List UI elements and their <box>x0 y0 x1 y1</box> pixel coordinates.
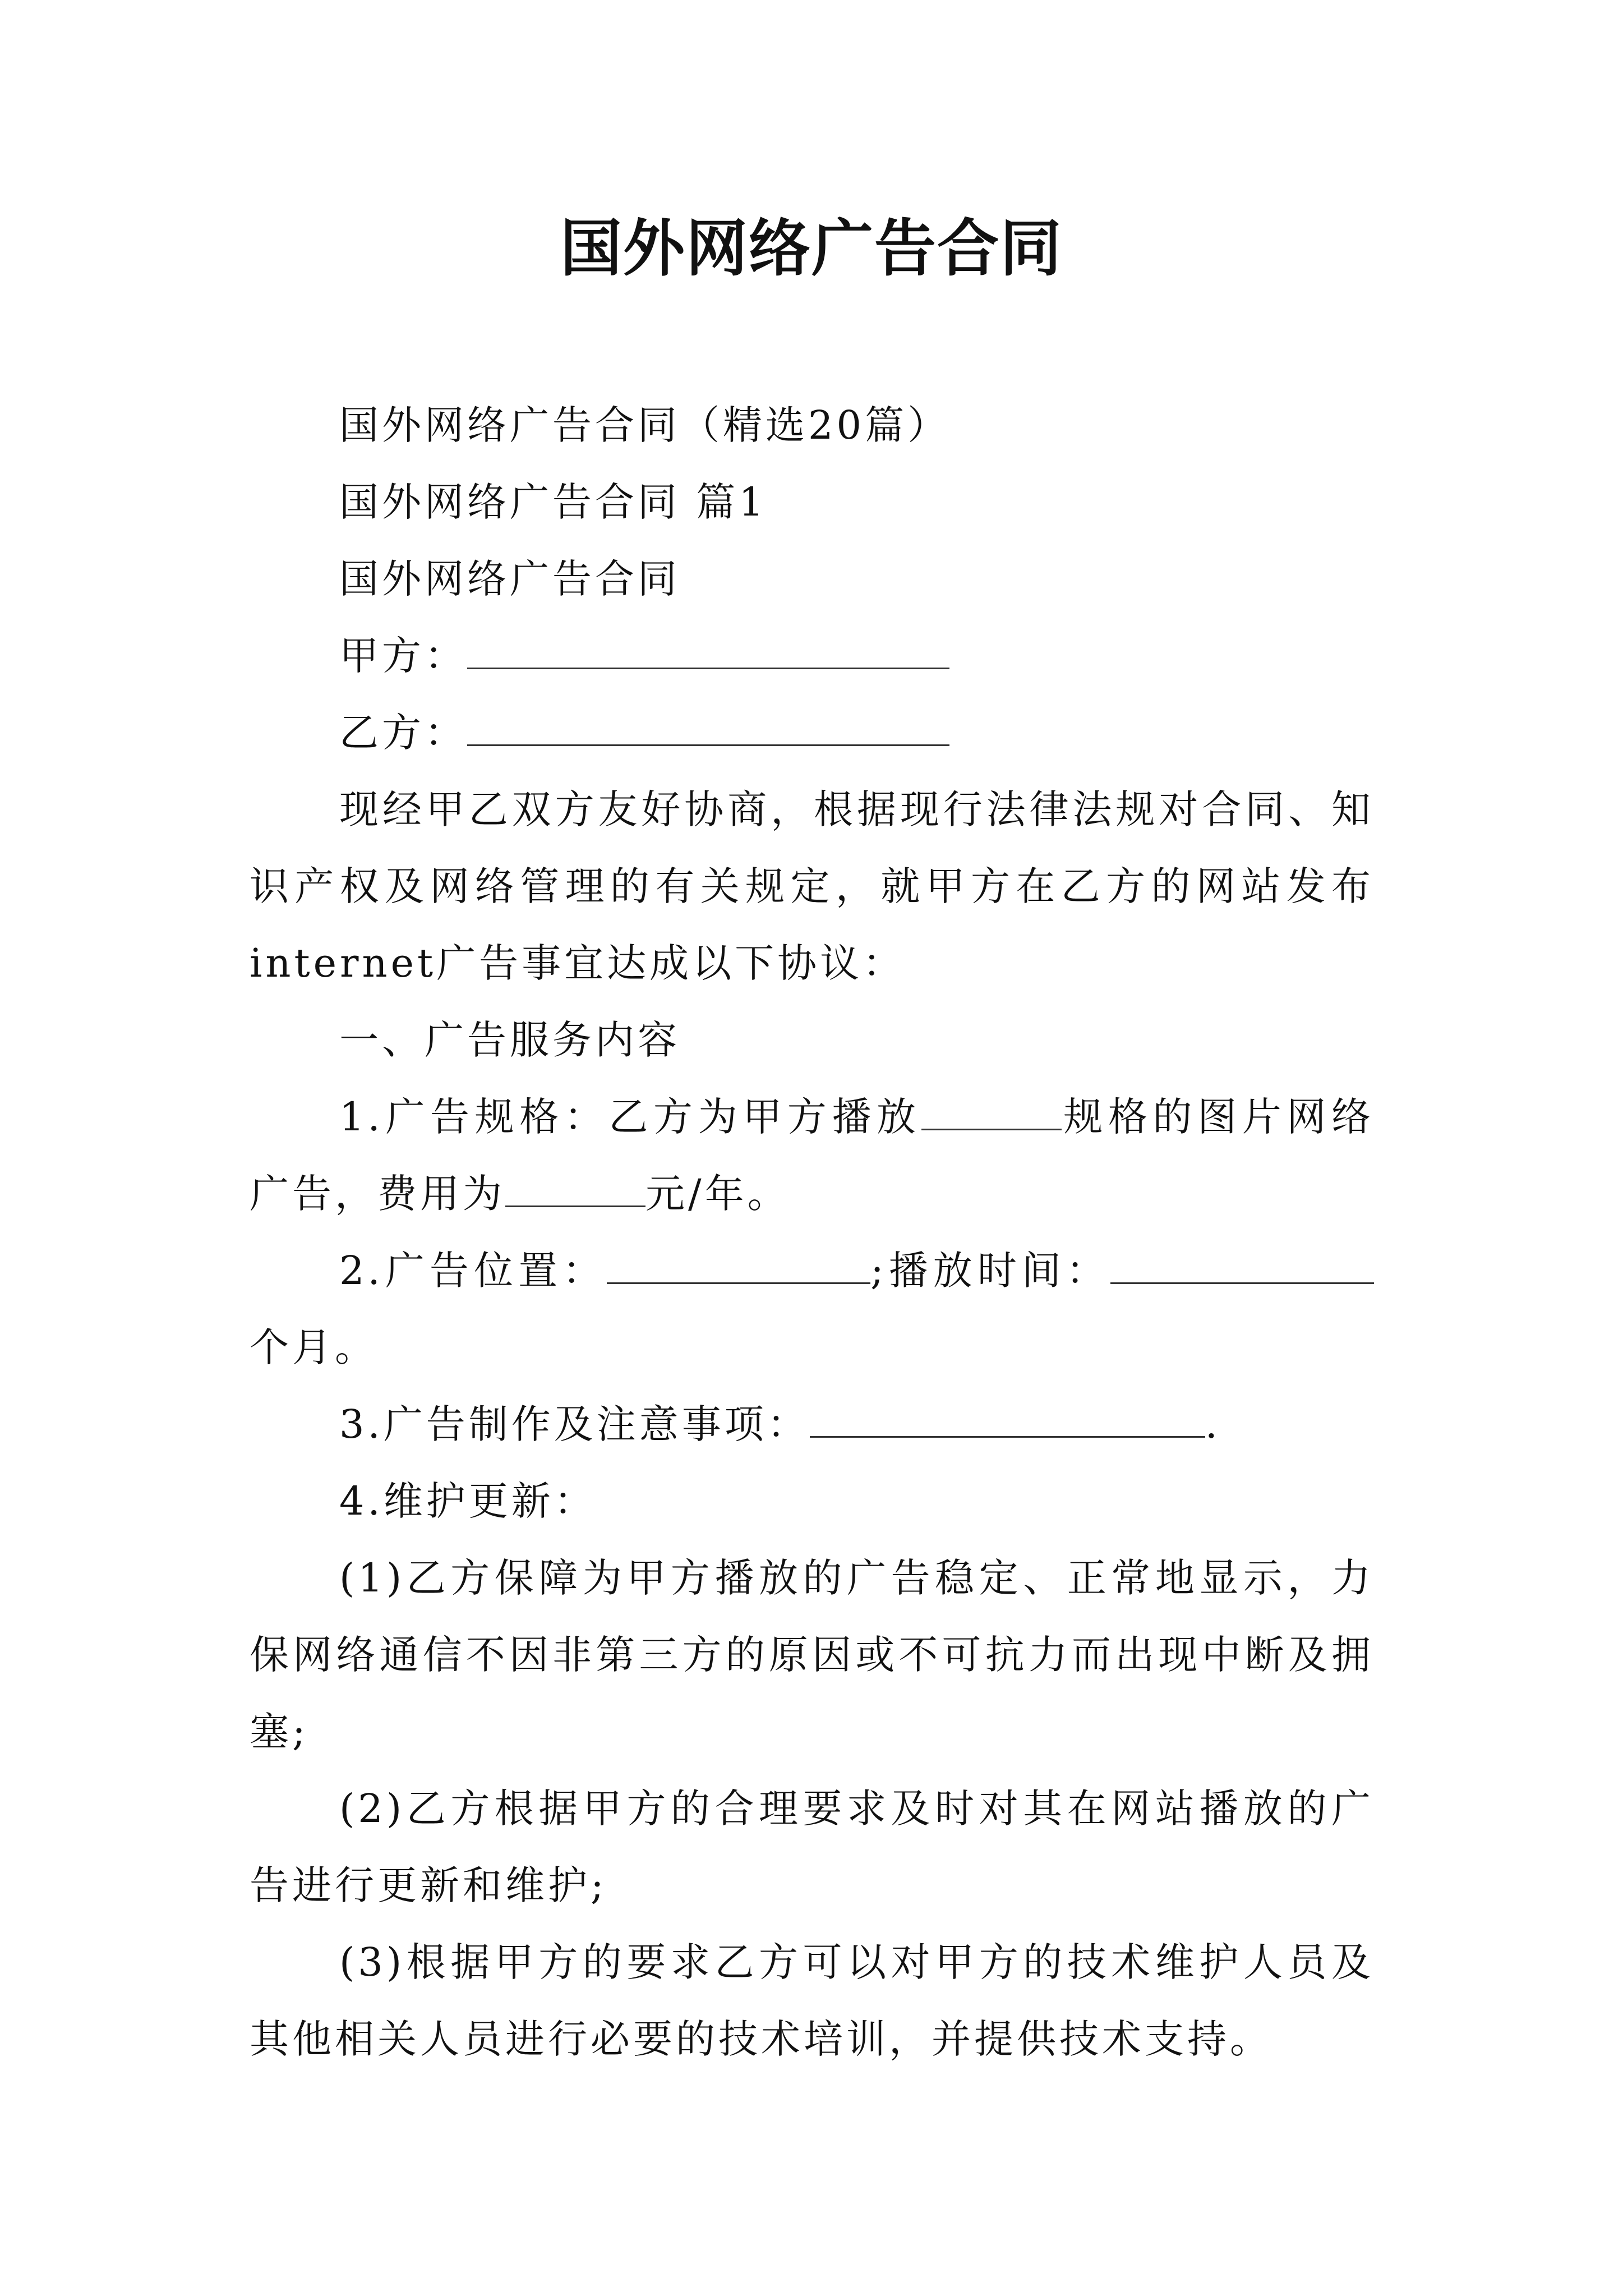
sub-item-1: (1)乙方保障为甲方播放的广告稳定、正常地显示，力保网络通信不因非第三方的原因或不可抗力而出现中断及拥塞; <box>250 1555 1374 1755</box>
item-2-text-b: ;播放时间： <box>870 1248 1110 1294</box>
document-title: 国外网络广告合同 <box>560 213 1063 284</box>
contract-name: 国外网络广告合同 <box>339 556 680 602</box>
item-3-blank <box>810 1402 1205 1438</box>
party-a-line <box>250 618 1374 694</box>
party-b-line <box>250 694 1374 771</box>
item-3-text-b: . <box>1205 1401 1221 1447</box>
section-heading-1: 一、广告服务内容 <box>339 1017 680 1063</box>
item-2-paragraph <box>250 1232 1374 1386</box>
item-2-text-c: 个月。 <box>250 1324 377 1370</box>
subtitle-paragraph: 国外网络广告合同（精选20篇） <box>339 402 951 448</box>
item-1-text-b: 规格的图片网络广告，费用为 <box>250 1094 1374 1217</box>
item-2-position-blank <box>607 1249 870 1284</box>
intro-paragraph: 现经甲乙双方友好协商，根据现行法律法规对合同、知识产权及网络管理的有关规定，就甲方在乙方的网站发布internet广告事宜达成以下协议： <box>250 786 1374 986</box>
item-1-text-a: 1.广告规格：乙方为甲方播放 <box>339 1094 921 1140</box>
sub-item-2: (2)乙方根据甲方的合理要求及时对其在网站播放的广告进行更新和维护; <box>250 1786 1374 1908</box>
item-1-fee-blank <box>505 1172 645 1207</box>
item-2-text-a: 2.广告位置： <box>339 1248 607 1294</box>
party-b-label: 乙方： <box>339 710 467 756</box>
party-b-blank <box>467 711 949 746</box>
item-2-duration-blank <box>1110 1249 1374 1284</box>
sub-item-3: (3)根据甲方的要求乙方可以对甲方的技术维护人员及其他相关人员进行必要的技术培训，并提供技术支持。 <box>250 1939 1374 2062</box>
party-a-label: 甲方： <box>339 633 467 679</box>
item-3-paragraph <box>250 1386 1374 1463</box>
party-a-blank <box>467 634 949 669</box>
article-heading: 国外网络广告合同 篇1 <box>339 479 767 525</box>
item-1-paragraph <box>250 1079 1374 1232</box>
item-1-text-c: 元/年。 <box>645 1171 790 1217</box>
item-3-text-a: 3.广告制作及注意事项： <box>339 1401 810 1447</box>
item-4-paragraph: 4.维护更新： <box>339 1478 597 1524</box>
item-1-spec-blank <box>921 1095 1062 1130</box>
document-body <box>250 387 1374 2078</box>
